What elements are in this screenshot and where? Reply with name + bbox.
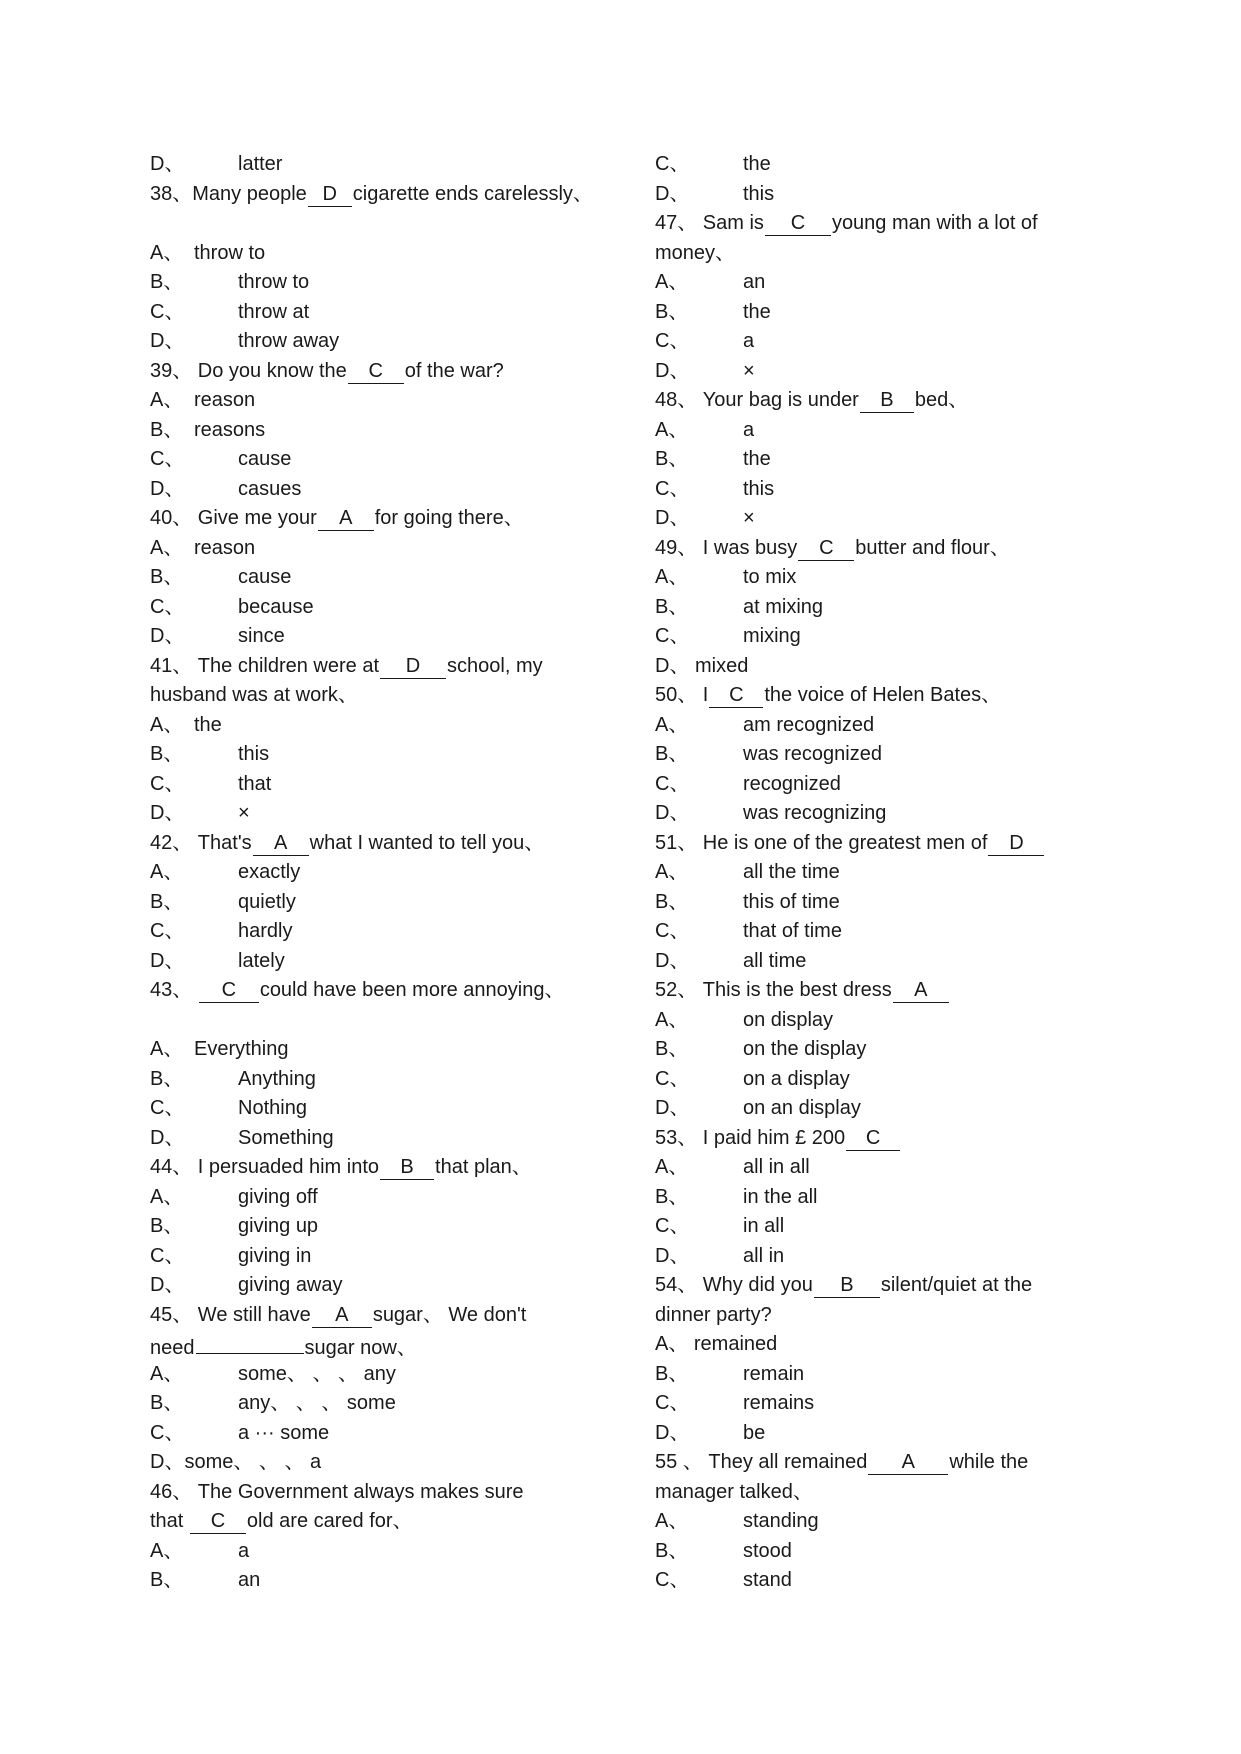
option-text: ×	[238, 802, 250, 824]
option-line	[655, 563, 1087, 593]
option-text: giving off	[238, 1185, 318, 1208]
question-text-end: the voice of Helen Bates、	[764, 684, 1002, 706]
question-text-end: that plan、	[435, 1156, 532, 1178]
option-label: A、	[150, 1038, 184, 1060]
option-line	[655, 711, 1087, 741]
option-text: ×	[743, 507, 755, 529]
option-label: B、	[150, 271, 184, 293]
option-line	[655, 1419, 1087, 1449]
option-line	[655, 150, 1087, 180]
question-line	[150, 1153, 590, 1183]
option-label: A、	[150, 1539, 184, 1562]
option-line	[655, 1537, 1087, 1567]
option-label: B、	[655, 300, 689, 323]
option-text: ×	[743, 359, 755, 382]
option-label: A、	[655, 1156, 689, 1178]
option-text: giving away	[238, 1274, 343, 1296]
option-label: B、	[655, 1362, 689, 1385]
question-text: 53、 I paid him £ 200	[655, 1126, 846, 1149]
option-label: B、	[150, 418, 184, 441]
option-text: on an display	[743, 1097, 861, 1119]
option-line	[655, 1566, 1087, 1596]
question-text: 50、 I	[655, 684, 709, 706]
option-label: B、	[655, 1539, 689, 1562]
option-text: on a display	[743, 1067, 850, 1090]
question-text: 38、Many people	[150, 182, 307, 205]
option-line	[655, 740, 1087, 770]
option-label: C、	[150, 920, 185, 942]
answer-blank: A	[318, 507, 374, 531]
question-line	[150, 180, 593, 210]
option-text: cause	[238, 566, 292, 588]
option-line	[150, 888, 590, 918]
option-line	[150, 327, 590, 357]
option-label: C、	[655, 1569, 690, 1591]
option-label: A、	[150, 536, 184, 559]
answer-blank: C	[348, 360, 404, 384]
question-line	[655, 534, 1087, 564]
option-label: D、	[655, 182, 690, 205]
option-line	[150, 1212, 590, 1242]
option-text: this of time	[743, 890, 840, 913]
answer-blank: A	[893, 979, 949, 1003]
option-text: a	[743, 330, 755, 352]
option-text: the	[743, 300, 771, 323]
option-text: reasons	[194, 418, 266, 441]
question-line	[655, 1271, 1087, 1301]
text-line: A、 remained	[655, 1333, 778, 1355]
question-text-end: cigarette ends carelessly、	[352, 182, 593, 205]
option-label: C、	[655, 625, 690, 647]
option-line	[150, 858, 590, 888]
option-text: remains	[743, 1392, 815, 1414]
question-line	[655, 829, 1087, 859]
answer-blank: D	[380, 655, 446, 679]
option-line	[655, 268, 1087, 298]
option-line	[150, 622, 590, 652]
text-line: manager talked、	[655, 1480, 813, 1503]
option-line	[150, 1242, 590, 1272]
option-label: B、	[655, 595, 689, 618]
option-line	[655, 180, 1087, 210]
option-text: to mix	[743, 566, 797, 588]
option-text: giving in	[238, 1244, 312, 1267]
option-line	[655, 416, 1087, 446]
left-column	[150, 150, 593, 1596]
option-label: C、	[150, 1097, 185, 1119]
right-column	[655, 150, 1087, 1596]
option-label: A、	[150, 1185, 184, 1208]
option-label: B、	[655, 1185, 689, 1208]
answer-blank: D	[988, 832, 1044, 856]
option-line	[150, 416, 590, 446]
question-line	[655, 976, 1087, 1006]
question-line	[150, 357, 590, 387]
option-label: C、	[150, 1244, 185, 1267]
option-label: C、	[150, 448, 185, 470]
option-line	[655, 1006, 1087, 1036]
question-line	[150, 1330, 590, 1360]
option-line	[655, 593, 1087, 623]
option-line	[150, 770, 590, 800]
option-label: B、	[150, 1067, 184, 1090]
option-text: the	[194, 713, 222, 736]
question-text-end: what I wanted to tell you、	[309, 831, 545, 854]
option-line	[655, 622, 1087, 652]
option-line	[655, 1389, 1087, 1419]
option-text: was recognizing	[743, 802, 887, 824]
answer-blank: A	[253, 832, 309, 856]
answer-blank: C	[798, 537, 854, 561]
option-label: B、	[150, 890, 184, 913]
question-text-end: bed、	[914, 389, 969, 411]
option-text: an	[238, 1569, 261, 1591]
option-line	[655, 1183, 1087, 1213]
option-label: C、	[655, 1067, 690, 1090]
question-line	[150, 1507, 590, 1537]
option-label: D、	[655, 1244, 690, 1267]
answer-blank: A	[312, 1304, 372, 1328]
option-line	[150, 711, 590, 741]
option-text: this	[743, 477, 775, 500]
question-text: 42、 That's	[150, 831, 252, 854]
option-line	[655, 1065, 1087, 1095]
option-text: be	[743, 1421, 766, 1444]
option-text: the	[743, 153, 771, 175]
option-label: C、	[655, 1215, 690, 1237]
answer-blank: C	[709, 684, 763, 708]
text-line: D、some、 、 、 a	[150, 1451, 322, 1473]
answer-blank	[196, 1330, 304, 1354]
option-line	[150, 1183, 590, 1213]
option-text: stood	[743, 1539, 792, 1562]
option-label: D、	[150, 477, 185, 500]
option-text: was recognized	[743, 743, 882, 765]
option-line	[655, 1212, 1087, 1242]
question-text: 44、 I persuaded him into	[150, 1156, 380, 1178]
option-label: D、	[150, 153, 185, 175]
option-line	[150, 563, 590, 593]
option-line	[655, 1035, 1087, 1065]
option-line	[150, 1360, 590, 1390]
option-label: D、	[655, 1097, 690, 1119]
option-line	[655, 298, 1087, 328]
option-label: B、	[655, 743, 689, 765]
option-label: C、	[655, 1392, 690, 1414]
option-text: an	[743, 271, 766, 293]
option-line	[150, 1537, 590, 1567]
blank-line	[150, 1006, 590, 1036]
option-label: B、	[655, 1038, 689, 1060]
option-label: C、	[655, 153, 690, 175]
option-text: throw away	[238, 330, 340, 352]
option-text: a	[743, 418, 755, 441]
option-label: B、	[150, 1392, 184, 1414]
option-text: that	[238, 772, 272, 795]
option-text: reason	[194, 536, 256, 559]
option-text: a ··· some	[238, 1421, 330, 1444]
option-text: mixing	[743, 625, 801, 647]
option-label: A、	[655, 861, 689, 883]
question-text-end: young man with a lot of	[831, 212, 1038, 234]
question-text: 49、 I was busy	[655, 536, 798, 559]
question-line	[655, 1124, 1087, 1154]
question-line	[655, 681, 1087, 711]
text-line: husband was at work、	[150, 684, 358, 706]
question-line	[150, 829, 590, 859]
option-text: any、 、 、 some	[238, 1392, 396, 1414]
option-line	[150, 298, 590, 328]
option-text: all in all	[743, 1156, 810, 1178]
text-line: dinner party?	[655, 1303, 772, 1326]
question-text: 41、 The children were at	[150, 654, 380, 677]
option-text: the	[743, 448, 771, 470]
option-line	[150, 1419, 590, 1449]
question-line	[655, 386, 1087, 416]
option-label: D、	[150, 330, 185, 352]
option-text: in all	[743, 1215, 785, 1237]
question-text-end: could have been more annoying、	[259, 979, 565, 1001]
option-line	[655, 1094, 1087, 1124]
option-text: a	[238, 1539, 250, 1562]
answer-blank: C	[846, 1127, 900, 1151]
question-text: 48、 Your bag is under	[655, 389, 859, 411]
option-line	[655, 327, 1087, 357]
option-label: B、	[655, 448, 689, 470]
answer-blank: B	[380, 1156, 434, 1180]
question-text-end: silent/quiet at the	[880, 1274, 1033, 1296]
option-line	[150, 268, 590, 298]
option-text: giving up	[238, 1215, 319, 1237]
option-line	[655, 1153, 1087, 1183]
option-text: all time	[743, 949, 807, 972]
option-text: am recognized	[743, 713, 875, 736]
option-text: Something	[238, 1126, 334, 1149]
answer-blank: A	[868, 1451, 948, 1475]
option-line	[655, 888, 1087, 918]
question-text: 39、 Do you know the	[150, 359, 347, 382]
question-text: 40、 Give me your	[150, 507, 317, 529]
option-text: hardly	[238, 920, 293, 942]
question-text: 52、 This is the best dress	[655, 979, 892, 1001]
question-text-end: sugar、 We don't	[372, 1303, 527, 1326]
question-text: that	[150, 1510, 189, 1532]
question-line	[655, 209, 1087, 239]
option-label: C、	[655, 772, 690, 795]
option-line	[655, 357, 1087, 387]
option-label: C、	[150, 595, 185, 618]
blank-line	[150, 209, 590, 239]
question-text: 55 、 They all remained	[655, 1451, 868, 1473]
option-label: A、	[150, 713, 184, 736]
question-line	[150, 976, 590, 1006]
option-label: C、	[655, 477, 690, 500]
question-line	[150, 1301, 590, 1331]
option-text: throw at	[238, 300, 310, 323]
question-text-end: sugar now、	[304, 1337, 417, 1359]
option-label: A、	[150, 241, 184, 264]
option-label: A、	[150, 1362, 184, 1385]
option-line	[655, 858, 1087, 888]
option-label: D、	[655, 949, 690, 972]
option-text: all the time	[743, 861, 840, 883]
option-label: D、	[150, 1274, 185, 1296]
option-line	[150, 386, 590, 416]
option-text: throw to	[238, 271, 310, 293]
question-text: 45、 We still have	[150, 1303, 311, 1326]
answer-blank: C	[190, 1510, 246, 1534]
question-text-end: of the war?	[404, 359, 504, 382]
option-text: reason	[194, 389, 256, 411]
option-line	[150, 1065, 590, 1095]
option-text: throw to	[194, 241, 266, 264]
option-line	[150, 1035, 590, 1065]
option-line	[150, 445, 590, 475]
option-text: exactly	[238, 861, 301, 883]
answer-blank: C	[765, 212, 831, 236]
option-line	[150, 1094, 590, 1124]
option-line	[150, 239, 590, 269]
question-line	[655, 1448, 1087, 1478]
option-text: cause	[238, 448, 292, 470]
question-text: 47、 Sam is	[655, 212, 764, 234]
option-line	[655, 770, 1087, 800]
question-text-end: butter and flour、	[855, 536, 1010, 559]
question-text-end: school, my	[447, 654, 543, 677]
option-text: this	[743, 182, 775, 205]
option-text: Everything	[194, 1038, 289, 1060]
question-text-end: while the	[949, 1451, 1029, 1473]
question-line	[150, 1478, 590, 1508]
option-line	[655, 799, 1087, 829]
text-line: money、	[655, 241, 736, 264]
option-label: C、	[150, 300, 185, 323]
question-text: need	[150, 1337, 195, 1359]
text-line: D、 mixed	[655, 654, 749, 677]
option-line	[655, 947, 1087, 977]
option-label: C、	[655, 920, 690, 942]
option-line	[150, 740, 590, 770]
option-line	[655, 917, 1087, 947]
option-label: B、	[150, 566, 184, 588]
question-text: 43、	[150, 979, 198, 1001]
answer-blank: D	[308, 183, 352, 207]
option-text: casues	[238, 477, 302, 500]
option-text: lately	[238, 949, 285, 972]
answer-blank: B	[860, 389, 914, 413]
option-label: C、	[150, 772, 185, 795]
option-text: at mixing	[743, 595, 824, 618]
option-line	[150, 1271, 590, 1301]
option-line	[150, 799, 590, 829]
option-text: all in	[743, 1244, 785, 1267]
option-label: A、	[655, 566, 689, 588]
option-label: B、	[150, 1569, 184, 1591]
option-text: standing	[743, 1510, 819, 1532]
question-text-end: for going there、	[374, 507, 524, 529]
option-line	[150, 150, 590, 180]
option-line	[655, 445, 1087, 475]
option-line	[150, 947, 590, 977]
option-label: D、	[655, 359, 690, 382]
option-line	[655, 1507, 1087, 1537]
option-label: D、	[655, 802, 690, 824]
option-label: C、	[655, 330, 690, 352]
option-text: quietly	[238, 890, 296, 913]
option-line	[655, 1242, 1087, 1272]
option-label: D、	[150, 802, 185, 824]
option-text: latter	[238, 153, 283, 175]
option-line	[655, 504, 1087, 534]
question-text: 51、 He is one of the greatest men of	[655, 831, 988, 854]
option-text: Nothing	[238, 1097, 307, 1119]
question-text: 46、 The Government always makes sure	[150, 1480, 524, 1503]
option-line	[150, 1389, 590, 1419]
question-text-end: old are cared for、	[246, 1510, 413, 1532]
option-label: D、	[655, 507, 690, 529]
option-label: D、	[655, 1421, 690, 1444]
option-text: that of time	[743, 920, 842, 942]
option-label: A、	[655, 713, 689, 736]
option-label: B、	[655, 890, 689, 913]
question-text: 54、 Why did you	[655, 1274, 813, 1296]
option-label: D、	[150, 949, 185, 972]
option-label: A、	[655, 1008, 689, 1031]
option-label: D、	[150, 625, 185, 647]
option-text: because	[238, 595, 314, 618]
option-line	[655, 1360, 1087, 1390]
option-line	[150, 1566, 590, 1596]
option-text: remain	[743, 1362, 805, 1385]
option-text: on display	[743, 1008, 834, 1031]
option-label: C、	[150, 1421, 185, 1444]
question-line	[150, 504, 590, 534]
option-text: since	[238, 625, 285, 647]
option-text: Anything	[238, 1067, 316, 1090]
answer-blank: C	[199, 979, 259, 1003]
option-label: A、	[655, 1510, 689, 1532]
option-label: A、	[150, 389, 184, 411]
option-text: some、 、 、 any	[238, 1362, 396, 1385]
option-label: A、	[655, 271, 689, 293]
option-line	[150, 475, 590, 505]
option-label: B、	[150, 1215, 184, 1237]
option-line	[150, 593, 590, 623]
answer-blank: B	[814, 1274, 880, 1298]
option-text: on the display	[743, 1038, 867, 1060]
question-line	[150, 652, 590, 682]
option-text: stand	[743, 1569, 792, 1591]
option-line	[150, 917, 590, 947]
option-label: A、	[150, 861, 184, 883]
option-label: A、	[655, 418, 689, 441]
option-line	[655, 475, 1087, 505]
option-text: in the all	[743, 1185, 818, 1208]
option-line	[150, 534, 590, 564]
option-text: this	[238, 743, 270, 765]
option-label: B、	[150, 743, 184, 765]
option-text: recognized	[743, 772, 841, 795]
option-line	[150, 1124, 590, 1154]
option-label: D、	[150, 1126, 185, 1149]
